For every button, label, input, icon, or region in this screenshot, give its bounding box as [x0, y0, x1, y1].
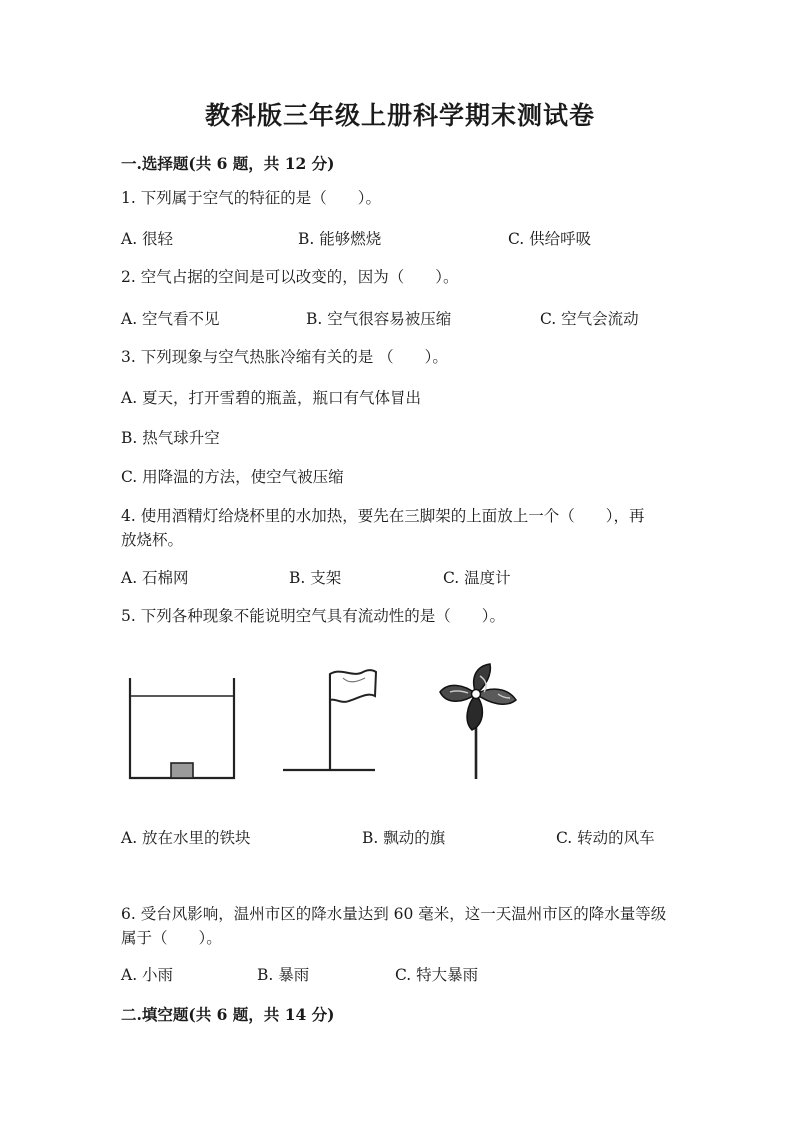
pinwheel-icon: [440, 664, 520, 782]
q2-option-c[interactable]: C. 空气会流动: [540, 310, 639, 328]
q5-option-a[interactable]: A. 放在水里的铁块: [121, 829, 251, 847]
q3-option-c[interactable]: C. 用降温的方法，使空气被压缩: [121, 468, 344, 486]
q6-option-b[interactable]: B. 暴雨: [257, 966, 310, 984]
q4-option-a[interactable]: A. 石棉网: [121, 569, 189, 587]
q4-option-b[interactable]: B. 支架: [289, 569, 342, 587]
q3-option-b[interactable]: B. 热气球升空: [121, 429, 220, 447]
q4-option-c[interactable]: C. 温度计: [443, 569, 511, 587]
q1-option-c[interactable]: C. 供给呼吸: [508, 230, 592, 248]
section-heading-choice: 一.选择题(共 6 题，共 12 分): [121, 154, 335, 173]
q6-option-c[interactable]: C. 特大暴雨: [395, 966, 479, 984]
question-6-line-2: 属于（ ）。: [121, 929, 222, 947]
section-heading-fill-in: 二.填空题(共 6 题，共 14 分): [121, 1005, 335, 1024]
question-4-line-2: 放烧杯。: [121, 531, 184, 549]
q5-option-b[interactable]: B. 飘动的旗: [362, 829, 446, 847]
question-4-line-1: 4. 使用酒精灯给烧杯里的水加热，要先在三脚架的上面放上一个（ ），再: [121, 507, 645, 525]
q3-option-a[interactable]: A. 夏天，打开雪碧的瓶盖，瓶口有气体冒出: [121, 389, 422, 407]
page-title: 教科版三年级上册科学期末测试卷: [204, 101, 595, 130]
flag-icon: [283, 666, 377, 776]
q1-option-a[interactable]: A. 很轻: [121, 230, 174, 248]
question-2: 2. 空气占据的空间是可以改变的，因为（ ）。: [121, 268, 459, 286]
q6-option-a[interactable]: A. 小雨: [121, 966, 174, 984]
q2-option-b[interactable]: B. 空气很容易被压缩: [306, 310, 452, 328]
q1-option-b[interactable]: B. 能够燃烧: [298, 230, 382, 248]
question-5: 5. 下列各种现象不能说明空气具有流动性的是（ ）。: [121, 607, 505, 625]
question-1: 1. 下列属于空气的特征的是（ ）。: [121, 189, 381, 207]
q2-option-a[interactable]: A. 空气看不见: [121, 310, 220, 328]
question-6-line-1: 6. 受台风影响，温州市区的降水量达到 60 毫米，这一天温州市区的降水量等级: [121, 905, 667, 923]
question-3: 3. 下列现象与空气热胀冷缩有关的是 （ ）。: [121, 348, 448, 366]
water-tank-with-iron-block-icon: [128, 676, 238, 780]
q5-option-c[interactable]: C. 转动的风车: [556, 829, 655, 847]
